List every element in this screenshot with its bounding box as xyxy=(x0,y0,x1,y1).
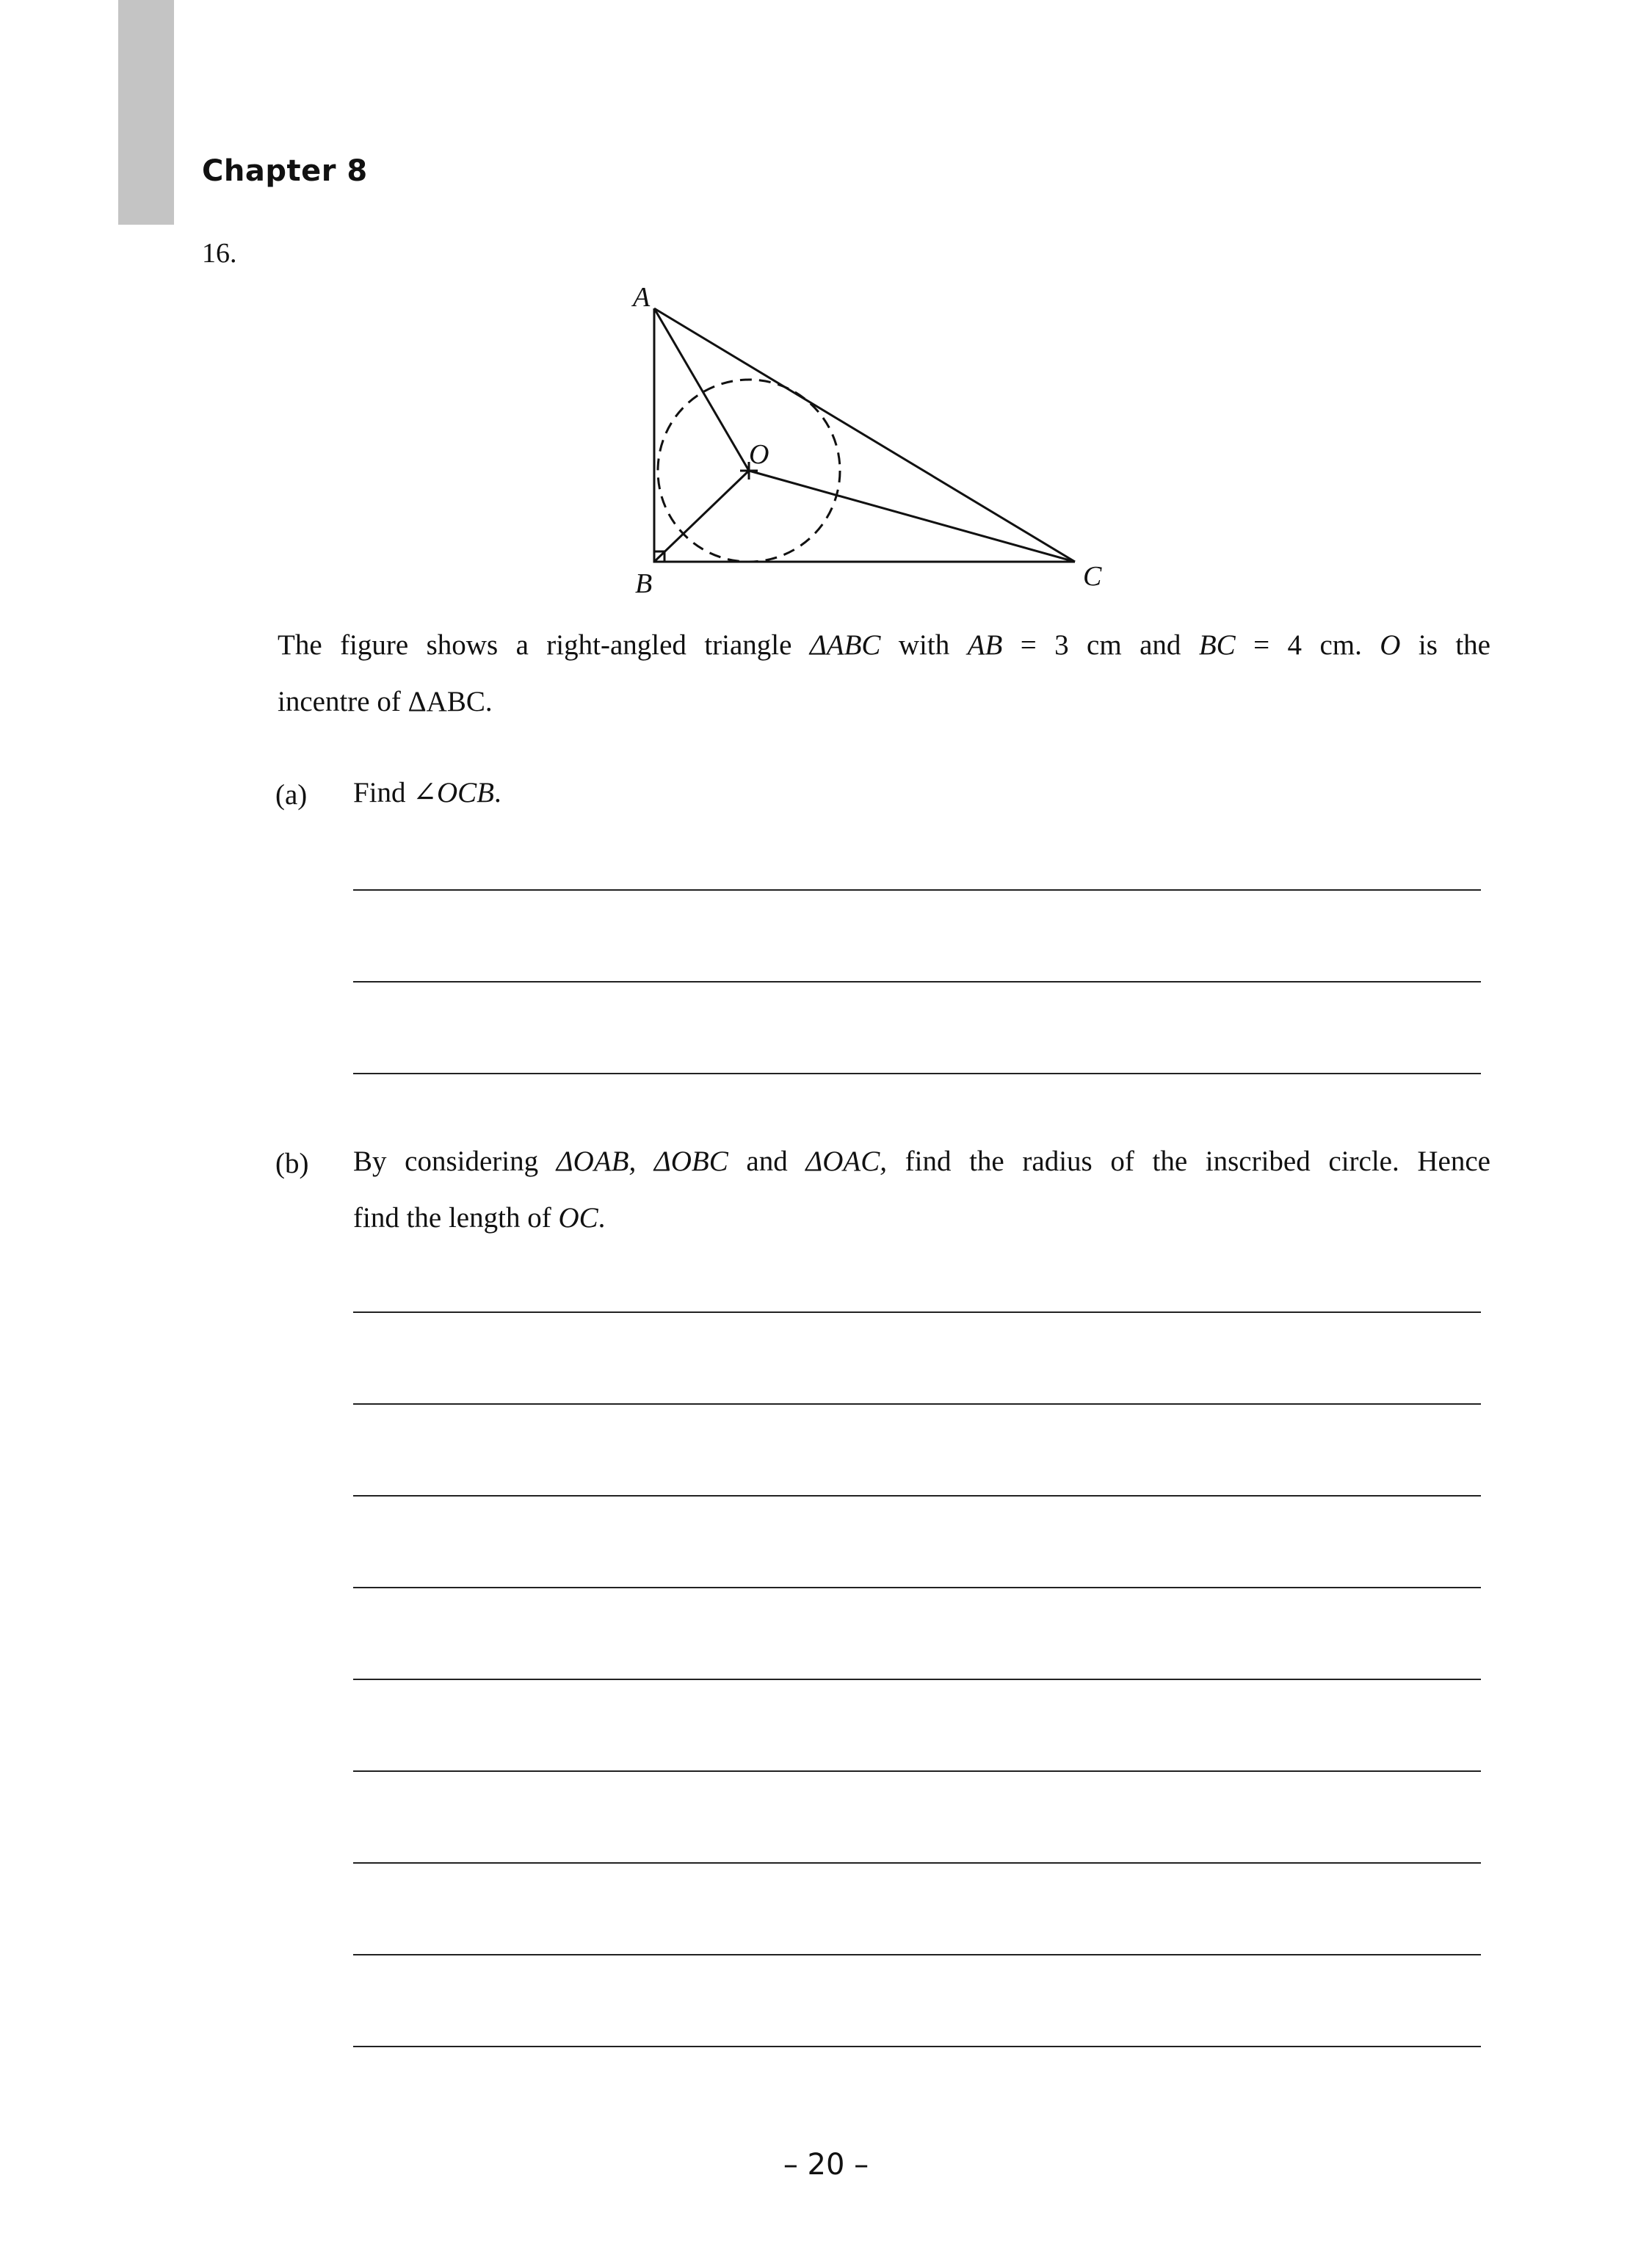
label-b: B xyxy=(635,568,653,599)
label-c: C xyxy=(1083,561,1102,592)
math-o: O xyxy=(1380,629,1401,661)
label-o: O xyxy=(749,439,769,470)
word: the xyxy=(969,1146,1004,1177)
word: and xyxy=(746,1146,788,1177)
word: with xyxy=(898,629,950,661)
word: cm. xyxy=(1319,629,1362,661)
math-triangle-oab: ΔOAB, xyxy=(556,1146,637,1177)
intro-line-2: incentre of ΔABC. xyxy=(278,686,493,717)
word: 4 xyxy=(1287,629,1303,661)
word: the xyxy=(1455,629,1490,661)
math-oc: OC xyxy=(558,1202,598,1234)
word: By xyxy=(353,1146,387,1177)
triangle-figure xyxy=(602,275,1131,606)
word: of xyxy=(1110,1146,1134,1177)
word: Hence xyxy=(1417,1146,1490,1177)
math-bc: BC xyxy=(1198,629,1236,661)
math-triangle-obc: ΔOBC xyxy=(653,1146,728,1177)
math-angle-ocb: ∠OCB xyxy=(413,777,494,808)
side-ac xyxy=(654,308,1075,562)
word: is xyxy=(1418,629,1438,661)
intro-line-1 xyxy=(278,617,1490,673)
word: cm xyxy=(1087,629,1122,661)
part-a-find: Find xyxy=(353,777,413,808)
answer-line[interactable] xyxy=(353,981,1481,983)
word: figure xyxy=(340,629,409,661)
math-triangle-abc: ΔABC xyxy=(809,629,881,661)
question-number: 16. xyxy=(202,238,237,269)
word: the xyxy=(1152,1146,1188,1177)
word: inscribed xyxy=(1205,1146,1311,1177)
math-triangle-oac: ΔOAC, xyxy=(805,1146,887,1177)
part-a-text xyxy=(353,764,1490,821)
answer-line[interactable] xyxy=(353,1587,1481,1588)
answer-line[interactable] xyxy=(353,1403,1481,1405)
part-b-find: find the length of xyxy=(353,1202,559,1234)
part-b-text xyxy=(353,1133,1490,1246)
question-intro xyxy=(278,617,1490,730)
part-b-line-2 xyxy=(353,1190,1490,1246)
word: 3 xyxy=(1054,629,1069,661)
word: = xyxy=(1253,629,1270,661)
answer-line[interactable] xyxy=(353,1862,1481,1864)
answer-line[interactable] xyxy=(353,1495,1481,1497)
segment-oc xyxy=(749,471,1075,562)
chapter-tab-marker xyxy=(118,0,174,225)
answer-line[interactable] xyxy=(353,1770,1481,1772)
part-a-label: (a) xyxy=(275,779,308,811)
page-number: – 20 – xyxy=(783,2148,869,2182)
word: triangle xyxy=(704,629,792,661)
word: find xyxy=(905,1146,952,1177)
word: = xyxy=(1020,629,1037,661)
word: right-angled xyxy=(546,629,686,661)
answer-line[interactable] xyxy=(353,1073,1481,1074)
word: The xyxy=(278,629,322,661)
math-ab: AB xyxy=(967,629,1003,661)
part-b-line-1 xyxy=(353,1133,1490,1190)
answer-line[interactable] xyxy=(353,2046,1481,2047)
part-b-label: (b) xyxy=(275,1148,309,1179)
part-a-period: . xyxy=(493,777,501,808)
label-a: A xyxy=(633,282,651,313)
word: and xyxy=(1140,629,1181,661)
chapter-heading: Chapter 8 xyxy=(202,154,368,188)
answer-line[interactable] xyxy=(353,889,1481,891)
answer-line[interactable] xyxy=(353,1954,1481,1955)
word: a xyxy=(515,629,529,661)
answer-line[interactable] xyxy=(353,1679,1481,1680)
word: radius xyxy=(1022,1146,1093,1177)
word: considering xyxy=(405,1146,539,1177)
part-b-period: . xyxy=(598,1202,606,1234)
segment-oa xyxy=(654,308,749,471)
word: circle. xyxy=(1328,1146,1399,1177)
word: shows xyxy=(426,629,499,661)
answer-line[interactable] xyxy=(353,1311,1481,1313)
